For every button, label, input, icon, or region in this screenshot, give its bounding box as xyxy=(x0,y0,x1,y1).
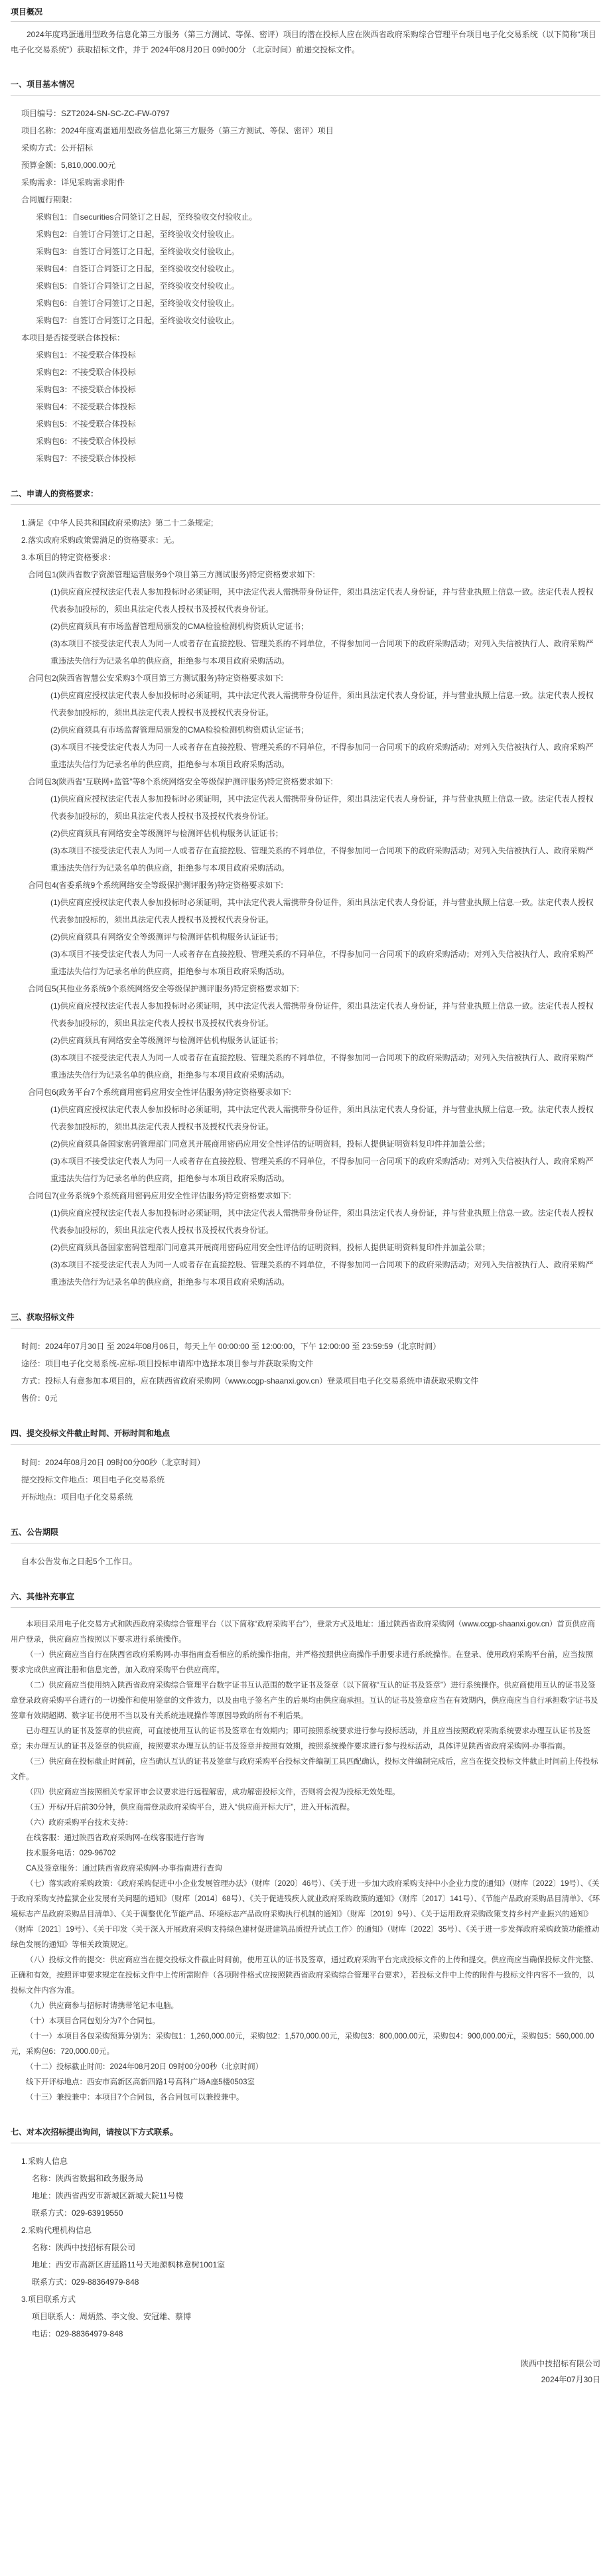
qualification-requirement: (2)供应商须具有网络安全等级测评与检测评估机构服务认证证书； xyxy=(50,829,283,838)
signature-org: 陕西中技招标有限公司 xyxy=(520,2359,600,2368)
qualification-group-heading: 合同包1(陕西省数字资源管理运营服务9个项目第三方测试服务)特定资格要求如下: xyxy=(28,570,315,579)
qualification-group-heading: 合同包6(政务平台7个系统商用密码应用安全性评估服务)特定资格要求如下: xyxy=(28,1088,291,1097)
qualification-requirement: (3)本项目不接受法定代表人为同一人或者存在直接控股、管理关系的不同单位，不得参加同一合同项下的政府采购活动；对列入失信被执行人、政府采购严重违法失信行为记录名单的供应商，拒绝参与本项目政府采购活动。 xyxy=(50,1157,594,1183)
obtain-time: 时间：2024年07月30日 至 2024年08月06日，每天上午 00:00:00 至 12:00:00，下午 12:00:00 至 23:59:59（北京时间） xyxy=(21,1342,441,1351)
opening-place: 开标地点：项目电子化交易系统 xyxy=(21,1492,133,1502)
consortium-item: 采购包2：不接受联合体投标 xyxy=(36,368,136,377)
submission-place: 提交投标文件地点：项目电子化交易系统 xyxy=(21,1475,165,1484)
qualification-requirement: (1)供应商应授权法定代表人参加投标时必须证明，其中法定代表人需携带身份证件，须出具法定代表人身份证，并与营业执照上信息一致。法定代表人授权代表参加投标的，须出具法定代表人授权书及授权代表身份证。 xyxy=(50,1105,594,1131)
purchaser-phone: 联系方式：029-63919550 xyxy=(32,2208,123,2218)
qualification-requirement: (3)本项目不接受法定代表人为同一人或者存在直接控股、管理关系的不同单位，不得参加同一合同项下的政府采购活动；对列入失信被执行人、政府采购严重违法失信行为记录名单的供应商，拒绝参与本项目政府采购活动。 xyxy=(50,846,594,873)
agency-phone: 联系方式：029-88364979-848 xyxy=(32,2277,139,2287)
contract-term-item: 采购包5：自签订合同签订之日起，至终验收交付验收止。 xyxy=(36,281,239,291)
support-ca: CA及签章服务：通过陕西省政府采购网-办事指南进行查询 xyxy=(26,1865,222,1873)
qualification-requirement: (2)供应商须具有网络安全等级测评与检测评估机构服务认证证书； xyxy=(50,932,283,942)
agency-title: 2.采购代理机构信息 xyxy=(21,2226,92,2235)
qualification-requirement: (2)供应商须具有市场监督管理局颁发的CMA检验检测机构资质认定证书； xyxy=(50,622,309,631)
obtain-price: 售价：0元 xyxy=(21,1394,58,1403)
consortium-list xyxy=(11,346,600,467)
divider xyxy=(11,504,600,505)
purchaser-name: 名称：陕西省数据和政务服务局 xyxy=(32,2174,144,2183)
support-online-service: 在线客服：通过陕西省政府采购网-在线客服进行咨询 xyxy=(26,1834,204,1842)
supplementary-item: （十三）兼投兼中：本项目7个合同包，各合同包可以兼投兼中。 xyxy=(26,2094,244,2102)
field-requirements: 采购需求：详见采购需求附件 xyxy=(21,178,125,187)
purchaser-address: 地址：陕西省西安市新城区新城大院11号楼 xyxy=(32,2191,184,2200)
qualification-groups xyxy=(11,566,600,1291)
divider xyxy=(11,95,600,96)
field-budget: 预算金额：5,810,000.00元 xyxy=(21,161,116,170)
qualification-requirement: (3)本项目不接受法定代表人为同一人或者存在直接控股、管理关系的不同单位，不得参加同一合同项下的政府采购活动；对列入失信被执行人、政府采购严重违法失信行为记录名单的供应商，拒绝参与本项目政府采购活动。 xyxy=(50,1260,594,1287)
divider xyxy=(11,1444,600,1445)
consortium-item: 采购包6：不接受联合体投标 xyxy=(36,437,136,446)
obtain-channel: 途径：项目电子化交易系统-应标-项目投标申请库中选择本项目参与并获取采购文件 xyxy=(21,1359,313,1368)
supplementary-item: （三）供应商在投标截止时间前，应当确认互认的证书及签章与政府采购平台投标文件编制工具匹配确认，投标文件编制完成后，应当在提交投标文件截止时间前上传投标文件。 xyxy=(11,1758,598,1781)
eligibility-item: 3.本项目的特定资格要求： xyxy=(21,553,116,562)
supplementary-item: 已办理互认的证书及签章的供应商，可直接使用互认的证书及签章在有效期内；即可按照系统要求进行参与投标活动，并且应当按照政府采购系统要求办理互认证书及签章；未办理互认的证书及签章的供应商，按照要求办理互认的证书及签章并按照有效期，按照系统操作要求进行参与投标活动，具体详见陕西省政府采购网-办事指南。 xyxy=(11,1727,590,1751)
field-contract-term: 合同履行期限： xyxy=(21,195,78,204)
section-4-title: 四、提交投标文件截止时间、开标时间和地点 xyxy=(11,1429,170,1438)
section-3-title: 三、获取招标文件 xyxy=(11,1313,75,1322)
supplementary-item: （四）供应商应当按照相关专家评审会议要求进行远程解密，成功解密投标文件，否则将会视为投标无效处理。 xyxy=(26,1788,400,1796)
qualification-group-heading: 合同包7(业务系统9个系统商用密码应用安全性评估服务)特定资格要求如下: xyxy=(28,1191,291,1200)
obtain-method: 方式：投标人有意参加本项目的，应在陕西省政府采购网（www.ccgp-shaanxi.gov.cn）登录项目电子化交易系统申请获取采购文件 xyxy=(21,1376,479,1386)
notice-period: 自本公告发布之日起5个工作日。 xyxy=(21,1557,137,1566)
contract-term-item: 采购包2：自签订合同签订之日起，至终验收交付验收止。 xyxy=(36,230,239,239)
contact-persons: 项目联系人：周炳然、李文俊、安冠雄、蔡博 xyxy=(32,2312,192,2321)
consortium-item: 采购包4：不接受联合体投标 xyxy=(36,402,136,411)
supplementary-item: （五）开标/开启前30分钟，供应商需登录政府采购平台，进入“供应商开标大厅”，进入开标流程。 xyxy=(26,1804,355,1812)
section-1-title: 一、项目基本情况 xyxy=(11,80,75,89)
contact-title: 3.项目联系方式 xyxy=(21,2295,76,2304)
qualification-requirement: (1)供应商应授权法定代表人参加投标时必须证明，其中法定代表人需携带身份证件，须出具法定代表人身份证，并与营业执照上信息一致。法定代表人授权代表参加投标的，须出具法定代表人授权书及授权代表身份证。 xyxy=(50,898,594,924)
qualification-requirement: (3)本项目不接受法定代表人为同一人或者存在直接控股、管理关系的不同单位，不得参加同一合同项下的政府采购活动；对列入失信被执行人、政府采购严重违法失信行为记录名单的供应商，拒绝参与本项目政府采购活动。 xyxy=(50,1053,594,1080)
field-project-number: 项目编号：SZT2024-SN-SC-ZC-FW-0797 xyxy=(21,109,170,118)
field-procurement-method: 采购方式：公开招标 xyxy=(21,143,94,153)
qualification-requirement: (2)供应商须具备国家密码管理部门同意其开展商用密码应用安全性评估的证明资料，投标人提供证明资料复印件并加盖公章； xyxy=(50,1243,490,1252)
qualification-requirement: (2)供应商须具有网络安全等级测评与检测评估机构服务认证证书； xyxy=(50,1036,283,1045)
qualification-requirement: (3)本项目不接受法定代表人为同一人或者存在直接控股、管理关系的不同单位，不得参加同一合同项下的政府采购活动；对列入失信被执行人、政府采购严重违法失信行为记录名单的供应商，拒绝参与本项目政府采购活动。 xyxy=(50,950,594,976)
contract-term-item: 采购包4：自签订合同签订之日起，至终验收交付验收止。 xyxy=(36,264,239,273)
supplementary-item: （一）供应商应当自行在陕西省政府采购网-办事指南查看相应的系统操作指南，并严格按照供应商操作手册要求进行系统操作。在登录、使用政府采购平台前，应当按照要求完成供应商注册和信息完善，加入政府采购平台供应商库。 xyxy=(11,1651,593,1674)
deadline-time: 时间：2024年08月20日 09时00分00秒（北京时间） xyxy=(21,1458,205,1467)
eligibility-list xyxy=(11,514,600,566)
contract-term-item: 采购包7：自签订合同签订之日起，至终验收交付验收止。 xyxy=(36,316,239,325)
supplementary-item: 本项目采用电子化交易方式和陕西政府采购综合管理平台（以下简称“政府采购平台”），登录方式及地址：通过陕西省政府采购网（www.ccgp-shaanxi.gov.cn）首页供应商用户登录，供应商应当按照以下要求进行系统操作。 xyxy=(11,1620,595,1644)
section-7-title: 七、对本次招标提出询问，请按以下方式联系。 xyxy=(11,2127,178,2137)
qualification-requirement: (2)供应商须具备国家密码管理部门同意其开展商用密码应用安全性评估的证明资料，投标人提供证明资料复印件并加盖公章； xyxy=(50,1139,490,1149)
contract-term-item: 采购包3：自签订合同签订之日起，至终验收交付验收止。 xyxy=(36,247,239,256)
supplementary-item: （七）落实政府采购政策：《政府采购促进中小企业发展管理办法》（财库〔2020〕46号）、《关于进一步加大政府采购支持中小企业力度的通知》（财库〔2022〕19号）、《关于政府采购支持监狱企业发展有关问题的通知》（财库〔2014〕68号）、《关于促进残疾人就业政府采购政策的通知》（财库〔2017〕141号）、《节能产品政府采购品目清单》、《环境标志产品政府采购品目清单》、《关于调整优化节能产品、环境标志产品政府采购执行机制的通知》（财库〔2019〕9号）、《关于运用政府采购政策支持乡村产业振兴的通知》（财库〔2021〕19号）、《关于印发〈关于深入开展政府采购支持绿色建材促进建筑品质提升试点工作〉的通知》（财库〔2022〕35号）、《关于进一步发挥政府采购政策功能推动绿色发展的通知》等相关政策规定。 xyxy=(11,1880,600,1949)
deadline-list xyxy=(11,1454,600,1506)
signature xyxy=(11,2356,600,2388)
supplementary-item: （二）供应商应当使用纳入陕西省政府采购综合管理平台数字证书互认范围的数字证书及签章（以下简称“互认的证书及签章”）进行系统操作。供应商使用互认的证书及签章登录政府采购平台进行的一切操作和使用签章的文件效力，以及由电子签名产生的后果均由供应商承担。互认的证书及签章应当在有效期内，供应商应当自行承担数字证书及签章有效期超期、数字证书使用不当以及有关系统违规操作等原因导致的所有不利后果。 xyxy=(11,1682,598,1720)
contacts xyxy=(11,2153,600,2342)
support-phone: 技术服务电话：029-96702 xyxy=(26,1849,116,1857)
agency-name: 名称：陕西中技招标有限公司 xyxy=(32,2243,136,2252)
consortium-item: 采购包5：不接受联合体投标 xyxy=(36,419,136,429)
supplementary-item: （十一）本项目各包采购预算分别为：采购包1：1,260,000.00元，采购包2：1,570,000.00元，采购包3：800,000.00元，采购包4：900,000.00元，采购包5：560,000.00元，采购包6：720,000.00元。 xyxy=(11,2033,594,2056)
contract-term-item: 采购包1：自securities合同签订之日起，至终验收交付验收止。 xyxy=(36,212,257,222)
agency-address: 地址：西安市高新区唐延路11号天地源枫林意树1001室 xyxy=(32,2260,226,2269)
project-fields xyxy=(11,105,600,208)
overview-text: 2024年度鸡蛋通用型政务信息化第三方服务（第三方测试、等保、密评）项目的潜在投标人应在陕西省政府采购综合管理平台项目电子化交易系统（以下简称“项目电子化交易系统”）获取招标文件，并于 2024年08月20日 09时00分 （北京时间）前递交投标文件。 xyxy=(11,30,596,54)
qualification-requirement: (2)供应商须具有市场监督管理局颁发的CMA检验检测机构资质认定证书； xyxy=(50,725,309,735)
consortium-item: 采购包1：不接受联合体投标 xyxy=(36,350,136,360)
qualification-requirement: (1)供应商应授权法定代表人参加投标时必须证明，其中法定代表人需携带身份证件，须出具法定代表人身份证，并与营业执照上信息一致。法定代表人授权代表参加投标的，须出具法定代表人授权书及授权代表身份证。 xyxy=(50,794,594,821)
qualification-requirement: (1)供应商应授权法定代表人参加投标时必须证明，其中法定代表人需携带身份证件，须出具法定代表人身份证，并与营业执照上信息一致。法定代表人授权代表参加投标的，须出具法定代表人授权书及授权代表身份证。 xyxy=(50,587,594,614)
field-project-name: 项目名称：2024年度鸡蛋通用型政务信息化第三方服务（第三方测试、等保、密评）项目 xyxy=(21,126,334,135)
supplementary-item: 线下开评标地点：西安市高新区高新四路1号高科广场A座5楼0503室 xyxy=(26,2078,255,2086)
supplementary-item: （十二）投标截止时间：2024年08月20日 09时00分00秒（北京时间） xyxy=(26,2063,263,2071)
qualification-requirement: (1)供应商应授权法定代表人参加投标时必须证明，其中法定代表人需携带身份证件，须出具法定代表人身份证，并与营业执照上信息一致。法定代表人授权代表参加投标的，须出具法定代表人授权书及授权代表身份证。 xyxy=(50,691,594,717)
obtain-docs-list xyxy=(11,1338,600,1407)
overview-title: 项目概况 xyxy=(11,7,43,17)
consortium-item: 采购包7：不接受联合体投标 xyxy=(36,454,136,463)
qualification-requirement: (3)本项目不接受法定代表人为同一人或者存在直接控股、管理关系的不同单位，不得参加同一合同项下的政府采购活动；对列入失信被执行人、政府采购严重违法失信行为记录名单的供应商，拒绝参与本项目政府采购活动。 xyxy=(50,639,594,666)
divider xyxy=(11,21,600,22)
divider xyxy=(11,1607,600,1608)
signature-date: 2024年07月30日 xyxy=(541,2375,600,2384)
supplementary-item: （六）政府采购平台技术支持： xyxy=(26,1819,133,1827)
qualification-group-heading: 合同包5(其他业务系统9个系统网络安全等级保护测评服务)特定资格要求如下: xyxy=(28,984,299,993)
consortium-label: 本项目是否接受联合体投标： xyxy=(21,333,125,342)
eligibility-item: 2.落实政府采购政策需满足的资格要求：无。 xyxy=(21,536,180,545)
supplementary-item: （九）供应商参与招标时请携带笔记本电脑。 xyxy=(26,2002,178,2010)
qualification-group-heading: 合同包4(省委系统9个系统网络安全等级保护测评服务)特定资格要求如下: xyxy=(28,881,283,890)
purchaser-title: 1.采购人信息 xyxy=(21,2157,68,2166)
qualification-group-heading: 合同包3(陕西省“互联网+监管”等8个系统网络安全等级保护测评服务)特定资格要求如下: xyxy=(28,777,333,786)
section-6-title: 六、其他补充事宜 xyxy=(11,1592,75,1601)
qualification-requirement: (1)供应商应授权法定代表人参加投标时必须证明，其中法定代表人需携带身份证件，须出具法定代表人身份证，并与营业执照上信息一致。法定代表人授权代表参加投标的，须出具法定代表人授权书及授权代表身份证。 xyxy=(50,1208,594,1235)
supplementary-item: （十）本项目合同包划分为7个合同包。 xyxy=(26,2017,160,2025)
supplementary-list xyxy=(11,1617,600,2106)
eligibility-item: 1.满足《中华人民共和国政府采购法》第二十二条规定; xyxy=(21,518,214,528)
contract-term-list xyxy=(11,208,600,329)
section-2-title: 二、申请人的资格要求： xyxy=(11,489,99,498)
supplementary-item: （八）投标文件的提交：供应商应当在提交投标文件截止时间前，使用互认的证书及签章，通过政府采购平台完成投标文件的上传和提交。供应商应当确保投标文件完整、正确和有效，按照评审要求规定在投标文件中上传所需附件（各项附件格式应按照陕西省政府采购综合管理平台要求），若投标文件中上传的附件与投标文件内容不一致的，以投标文件内容为准。 xyxy=(11,1956,598,1995)
qualification-group-heading: 合同包2(陕西省智慧公安采购3个项目第三方测试服务)特定资格要求如下: xyxy=(28,674,283,683)
consortium-item: 采购包3：不接受联合体投标 xyxy=(36,385,136,394)
contact-phone: 电话：029-88364979-848 xyxy=(32,2329,123,2338)
qualification-requirement: (1)供应商应授权法定代表人参加投标时必须证明，其中法定代表人需携带身份证件，须出具法定代表人身份证，并与营业执照上信息一致。法定代表人授权代表参加投标的，须出具法定代表人授权书及授权代表身份证。 xyxy=(50,1001,594,1028)
qualification-requirement: (3)本项目不接受法定代表人为同一人或者存在直接控股、管理关系的不同单位，不得参加同一合同项下的政府采购活动；对列入失信被执行人、政府采购严重违法失信行为记录名单的供应商，拒绝参与本项目政府采购活动。 xyxy=(50,743,594,769)
contract-term-item: 采购包6：自签订合同签订之日起，至终验收交付验收止。 xyxy=(36,299,239,308)
section-5-title: 五、公告期限 xyxy=(11,1528,59,1537)
